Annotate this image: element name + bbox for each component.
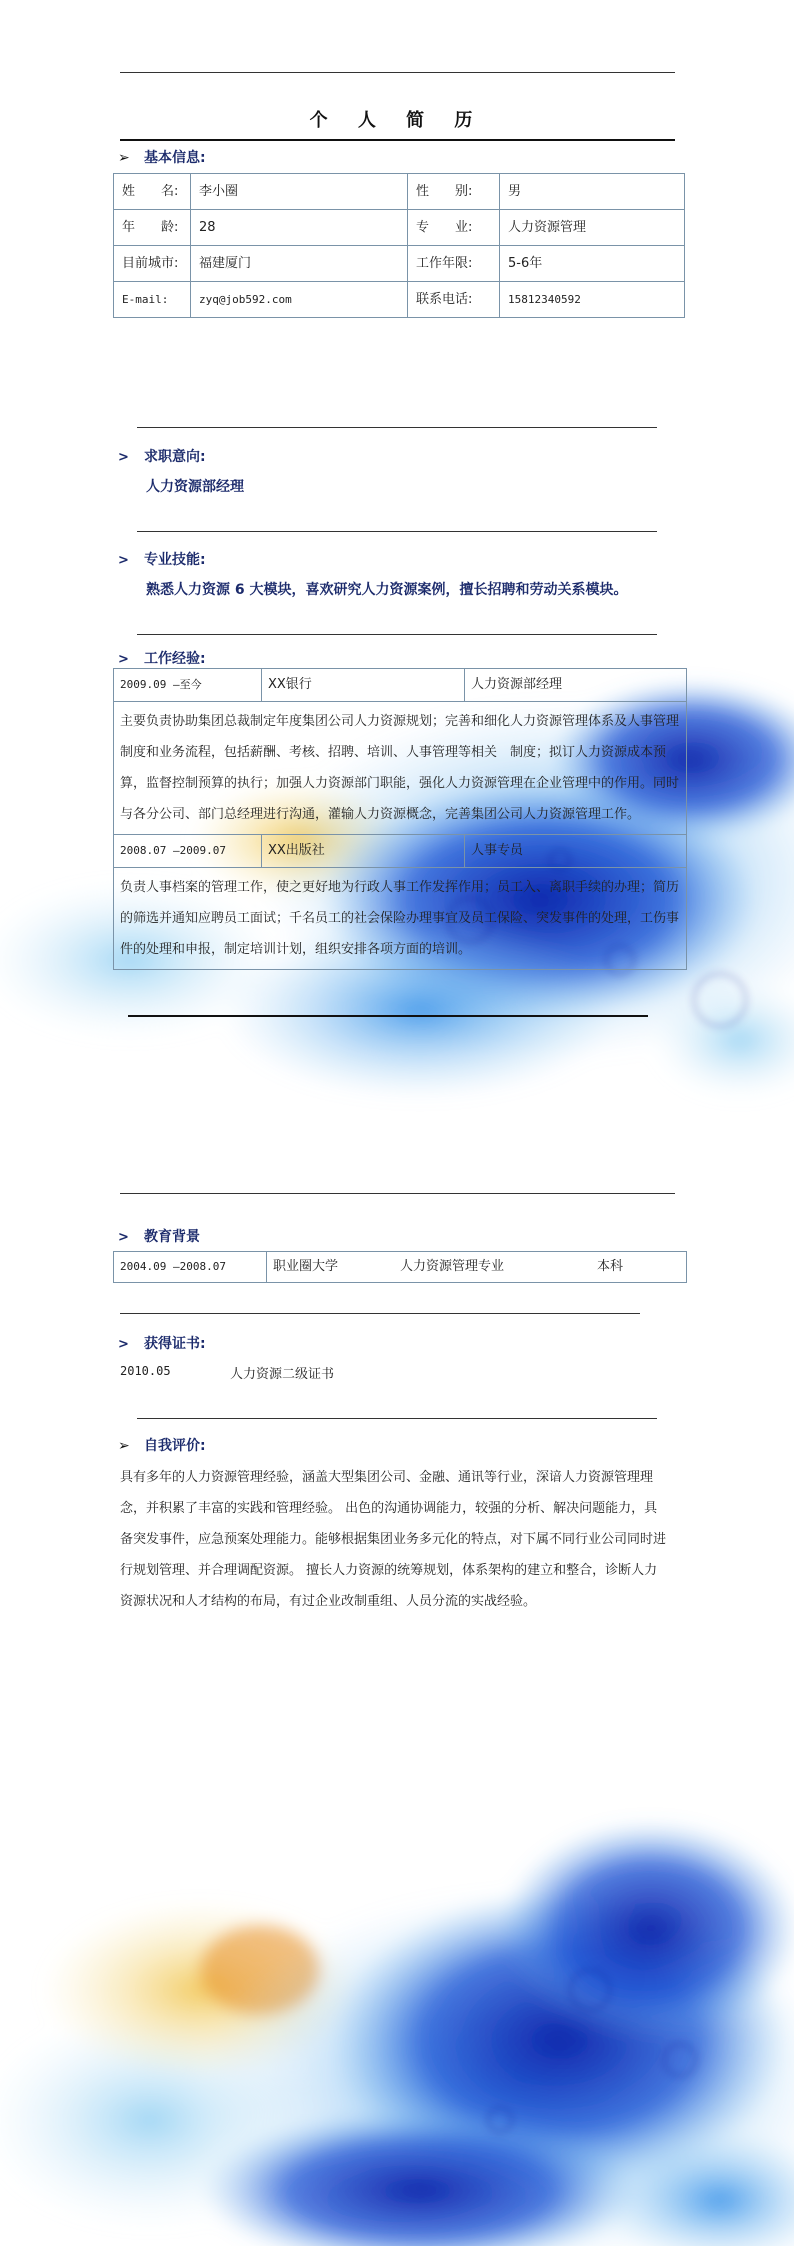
phone-label: 联系电话: <box>408 282 500 318</box>
skills-value: 熟悉人力资源 6 大模块，喜欢研究人力资源案例，擅长招聘和劳动关系模块。 <box>146 582 628 598</box>
skills-heading: > 专业技能: <box>118 552 206 568</box>
table-row <box>114 669 687 702</box>
chevron-icon: > <box>118 1230 129 1245</box>
education-table <box>113 1251 687 1283</box>
basic-info-heading: ➢ 基本信息: <box>118 150 206 166</box>
self-evaluation-text: 具有多年的人力资源管理经验，涵盖大型集团公司、金融、通讯等行业，深谙人力资源管理理念，并积累了丰富的实践和管理经验。 出色的沟通协调能力，较强的分析、解决问题能力，具备突发事件，应急预案处理能力。能够根据集团业务多元化的特点，对下属不同行业公司同时进行规划管理、并合理调配资源。 擅长人力资源的统筹规划，体系架构的建立和整合，诊断人力资源状况和人才结构的布局，有过企业改制重组、人员分流的实战经验。 <box>120 1470 667 1609</box>
job-company: XX银行 <box>262 669 465 702</box>
city-label: 目前城市: <box>114 246 191 282</box>
table-row <box>114 1252 687 1283</box>
table-row <box>114 835 687 868</box>
job-title: 人事专员 <box>465 835 687 868</box>
major-label: 专 业: <box>408 210 500 246</box>
divider <box>137 427 657 428</box>
divider <box>137 1418 657 1419</box>
name-label: 姓 名: <box>114 174 191 210</box>
arrow-icon: ➢ <box>118 1438 130 1454</box>
top-rule <box>120 72 675 73</box>
table-row <box>114 174 685 210</box>
phone-value: 15812340592 <box>500 282 685 318</box>
self-eval-heading: ➢ 自我评价: <box>118 1438 206 1454</box>
chevron-icon: > <box>118 450 129 465</box>
city-value: 福建厦门 <box>191 246 408 282</box>
gender-label: 性 别: <box>408 174 500 210</box>
chevron-icon: > <box>118 553 129 568</box>
edu-period: 2004.09 —2008.07 <box>114 1252 267 1283</box>
objective-heading: > 求职意向: <box>118 449 206 465</box>
table-row <box>114 246 685 282</box>
certificates-heading: > 获得证书: <box>118 1336 206 1352</box>
cert-name: 人力资源二级证书 <box>230 1367 335 1382</box>
table-row <box>114 210 685 246</box>
table-row <box>114 868 687 970</box>
edu-school: 职业圈大学 <box>267 1252 395 1283</box>
job-period: 2008.07 —2009.07 <box>114 835 262 868</box>
age-label: 年 龄: <box>114 210 191 246</box>
divider <box>137 634 657 635</box>
page-title: 个 人 简 历 <box>309 110 485 131</box>
name-value: 李小圈 <box>191 174 408 210</box>
title-rule <box>120 139 675 141</box>
job-description: 主要负责协助集团总裁制定年度集团公司人力资源规划；完善和细化人力资源管理体系及人事管理制度和业务流程，包括薪酬、考核、招聘、培训、人事管理等相关 制度；拟订人力资源成本预算，监督控制预算的执行；加强人力资源部门职能，强化人力资源管理在企业管理中的作用。同时与各分公司、部门总经理进行沟通，灌输人力资源概念，完善集团公司人力资源管理工作。 <box>114 702 687 835</box>
work-experience-table <box>113 668 687 970</box>
years-value: 5-6年 <box>500 246 685 282</box>
divider <box>137 531 657 532</box>
email-label: E-mail: <box>114 282 191 318</box>
edu-degree: 本科 <box>591 1252 687 1283</box>
cert-date: 2010.05 <box>120 1364 171 1378</box>
major-value: 人力资源管理 <box>500 210 685 246</box>
chevron-icon: > <box>118 652 129 667</box>
job-company: XX出版社 <box>262 835 465 868</box>
years-label: 工作年限: <box>408 246 500 282</box>
divider <box>128 1015 648 1017</box>
gender-value: 男 <box>500 174 685 210</box>
basic-info-table <box>113 173 685 318</box>
job-description: 负责人事档案的管理工作，使之更好地为行政人事工作发挥作用；员工入、离职手续的办理；简历的筛选并通知应聘员工面试；千名员工的社会保险办理事宜及员工保险、突发事件的处理，工伤事件的处理和申报，制定培训计划，组织安排各项方面的培训。 <box>114 868 687 970</box>
work-heading: > 工作经验: <box>118 651 206 667</box>
top-rule <box>120 1193 675 1194</box>
objective-value: 人力资源部经理 <box>146 479 244 495</box>
edu-major: 人力资源管理专业 <box>394 1252 591 1283</box>
table-row <box>114 282 685 318</box>
chevron-icon: > <box>118 1337 129 1352</box>
job-period: 2009.09 —至今 <box>114 669 262 702</box>
arrow-icon: ➢ <box>118 150 130 166</box>
job-title: 人力资源部经理 <box>465 669 687 702</box>
education-heading: > 教育背景 <box>118 1229 200 1245</box>
age-value: 28 <box>191 210 408 246</box>
divider <box>120 1313 640 1314</box>
table-row <box>114 702 687 835</box>
email-value[interactable]: zyq@job592.com <box>191 282 408 318</box>
